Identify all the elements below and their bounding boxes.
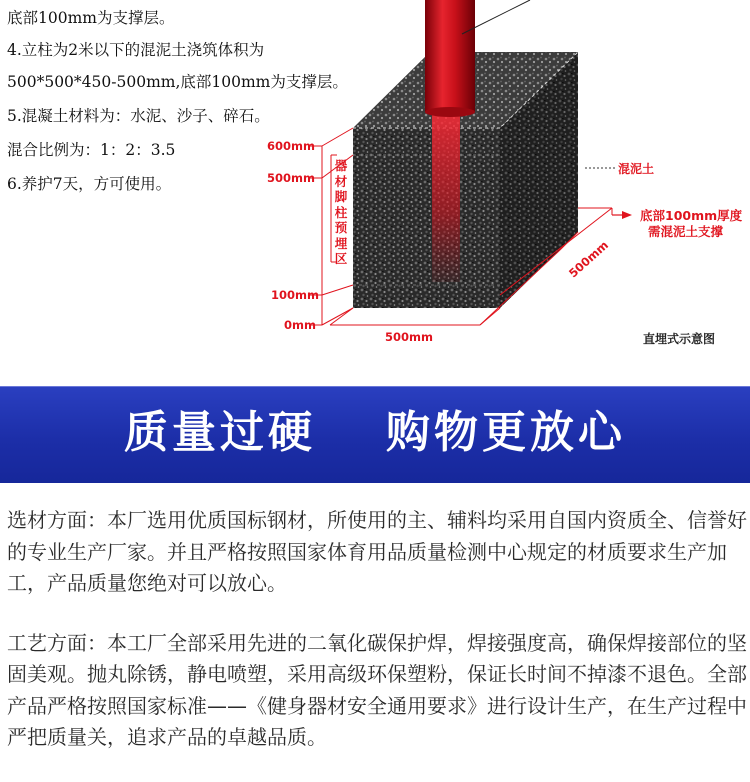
- height-600-label: 600mm: [267, 139, 315, 153]
- embedded-pillar: [432, 112, 460, 282]
- concrete-label: 混泥土: [618, 162, 655, 176]
- note-line: 4.立柱为2米以下的混泥土浇筑体积为: [7, 41, 265, 59]
- process-paragraph: 工艺方面：本工厂全部采用先进的二氧化碳保护焊，焊接强度高，确保焊接部位的坚固美观。抛丸除锈，静电喷塑，采用高级环保塑粉，保证长时间不掉漆不退色。全部产品严格按照国家标准——《健身器材安全通用要求》进行设计生产，在生产过程中严把质量关，追求产品的卓越品质。: [7, 630, 747, 749]
- materials-paragraph: 选材方面：本厂选用优质国标钢材，所使用的主、辅料均采用自国内资质全、信誉好的专业生产厂家。并且严格按照国家体育用品质量检测中心规定的材质要求生产加工，产品质量您绝对可以放心。: [7, 508, 747, 595]
- note-line: 500*500*450-500mm,底部100mm为支撑层。: [7, 73, 348, 91]
- height-100-label: 100mm: [271, 288, 319, 302]
- side-width-label: 500mm: [566, 237, 612, 281]
- height-0-label: 0mm: [284, 318, 316, 332]
- support-label-line1: 底部100mm厚度: [640, 208, 743, 223]
- note-line: 6.养护7天，方可使用。: [7, 175, 172, 193]
- pillar: [425, 0, 475, 112]
- banner-slogan: [0, 387, 750, 483]
- banner-slogan-right: 购物更放心: [386, 407, 626, 458]
- front-width-label: 500mm: [385, 330, 433, 344]
- banner-slogan-left: 质量过硬: [124, 407, 316, 458]
- height-500-label: 500mm: [267, 171, 315, 185]
- diagram-caption: 直埋式示意图: [643, 332, 716, 346]
- note-line: 5.混凝土材料为：水泥、沙子、碎石。: [7, 107, 270, 125]
- embed-zone-label: 器材脚柱预埋区: [334, 158, 348, 266]
- burial-diagram: [0, 0, 750, 385]
- support-label-line2: 需混泥土支撑: [648, 224, 724, 239]
- diagram-section: [0, 0, 750, 385]
- quality-banner: [0, 386, 750, 483]
- note-line: 混合比例为：1：2：3.5: [7, 141, 176, 159]
- note-line: 底部100mm为支撑层。: [7, 9, 175, 27]
- description-text: [7, 505, 747, 782]
